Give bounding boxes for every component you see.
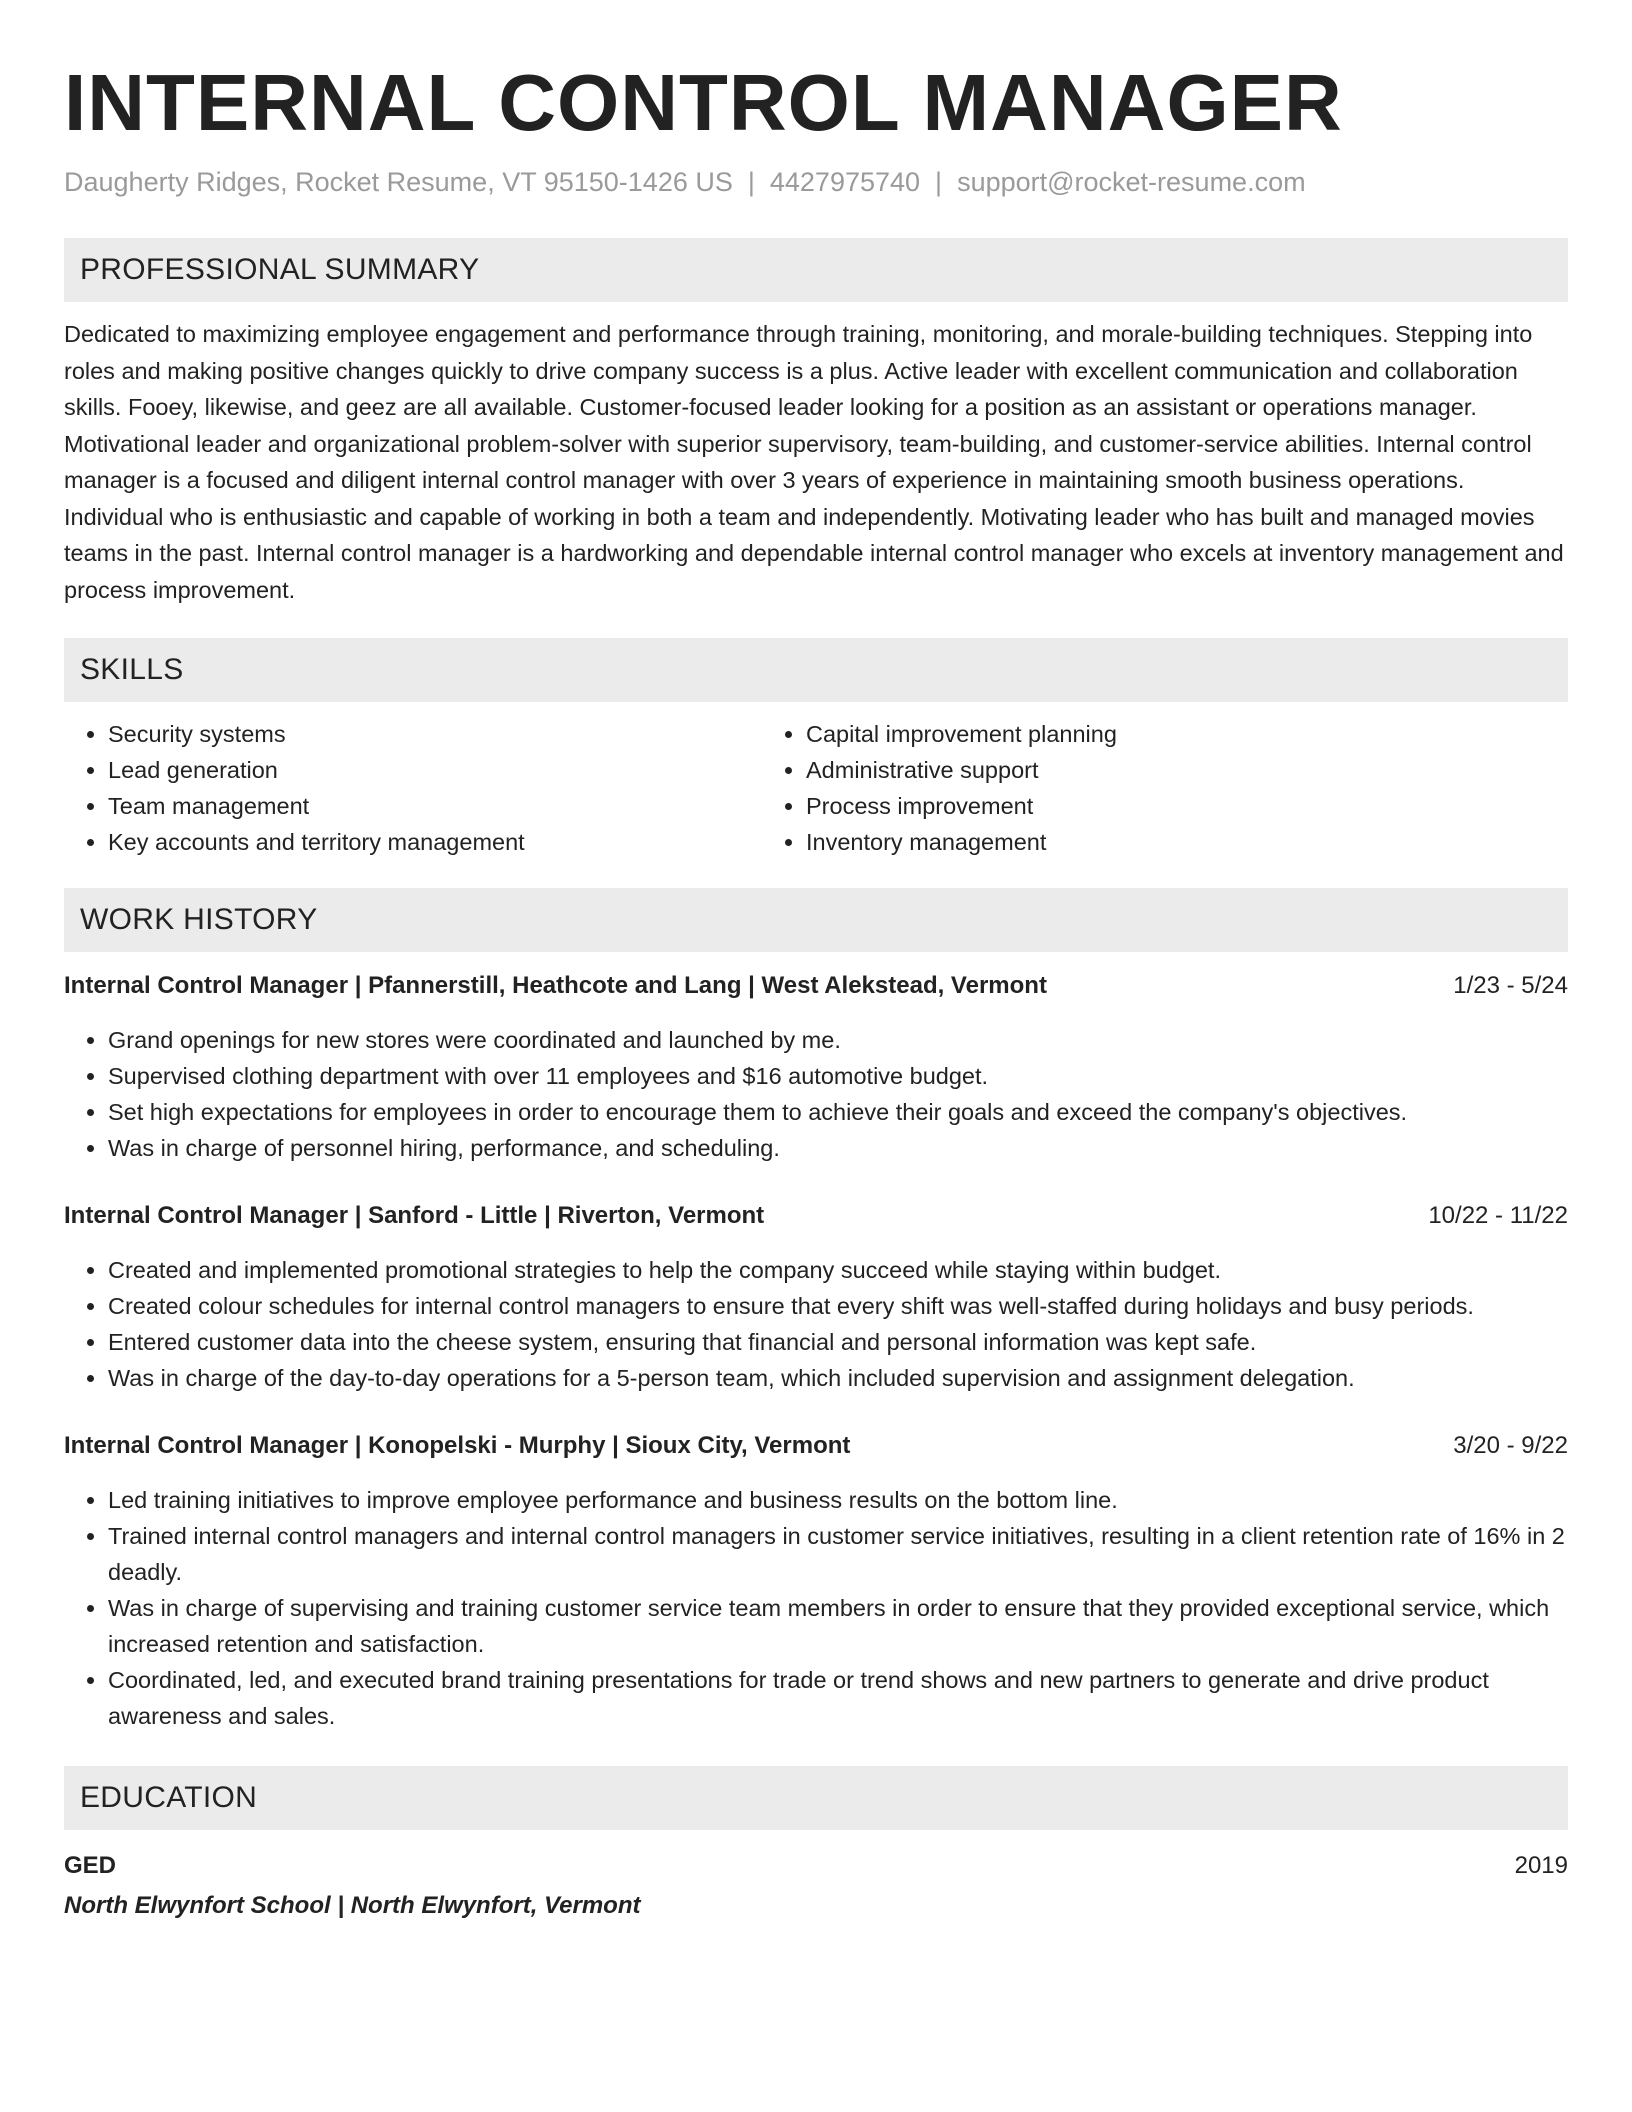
job-header bbox=[64, 1428, 1568, 1464]
job-bullet: • Grand openings for new stores were coordinated and launched by me. bbox=[108, 1022, 1568, 1058]
skills-list bbox=[64, 716, 1568, 860]
education-degree: GED bbox=[64, 1852, 117, 1879]
job-bullet: • Entered customer data into the cheese system, ensuring that financial and personal information was kept safe. bbox=[108, 1324, 1568, 1360]
resume-name: INTERNAL CONTROL MANAGER bbox=[64, 58, 1343, 147]
education-school: North Elwynfort School | North Elwynfort, Vermont bbox=[64, 1892, 641, 1919]
section-heading-work-history: WORK HISTORY bbox=[64, 888, 1568, 952]
job-bullet: • Created and implemented promotional strategies to help the company succeed while staying within budget. bbox=[108, 1252, 1568, 1288]
summary-text: Dedicated to maximizing employee engagement and performance through training, monitoring, and morale-building techniques. Stepping into roles and making positive changes quickly to drive company success is a plus. Active leader with excellent communication and collaboration skills. Fooey, likewise, and geez are all available. Customer-focused leader looking for a position as an assistant or operations manager. Motivational leader and organizational problem-solver with superior supervisory, team-building, and customer-service abilities. Internal control manager is a focused and diligent internal control manager with over 3 years of experience in maintaining smooth business operations. Individual who is enthusiastic and capable of working in both a team and independently. Motivating leader who has built and managed movies teams in the past. Internal control manager is a hardworking and dependable internal control manager who excels at inventory management and process improvement. bbox=[64, 321, 1564, 603]
contact-phone: 4427975740 bbox=[769, 167, 921, 197]
contact-address: Daugherty Ridges, Rocket Resume, VT 95150-1426 US bbox=[64, 167, 733, 197]
job-bullet: • Was in charge of supervising and training customer service team members in order to ensure that they provided exceptional service, which increased retention and satisfaction. bbox=[108, 1590, 1568, 1662]
skills-column-left bbox=[64, 716, 762, 860]
job-bullet: • Set high expectations for employees in order to encourage them to achieve their goals and exceed the company's objectives. bbox=[108, 1094, 1568, 1130]
contact-email[interactable]: support@rocket-resume.com bbox=[957, 167, 1306, 197]
job-entry bbox=[64, 1428, 1568, 1734]
job-title: Internal Control Manager | Konopelski - Murphy | Sioux City, Vermont bbox=[64, 1432, 851, 1459]
job-bullet: • Was in charge of the day-to-day operations for a 5-person team, which included supervision and assignment delegation. bbox=[108, 1360, 1568, 1396]
job-dates: 1/23 - 5/24 bbox=[1453, 972, 1568, 999]
job-bullets bbox=[64, 1252, 1568, 1396]
education-header bbox=[64, 1848, 1568, 1884]
job-header bbox=[64, 1198, 1568, 1234]
job-bullet: • Supervised clothing department with over 11 employees and $16 automotive budget. bbox=[108, 1058, 1568, 1094]
section-heading-skills: SKILLS bbox=[64, 638, 1568, 702]
job-title: Internal Control Manager | Sanford - Little | Riverton, Vermont bbox=[64, 1202, 765, 1229]
contact-separator: | bbox=[935, 167, 943, 197]
skill-item: • Process improvement bbox=[806, 788, 1460, 824]
job-dates: 10/22 - 11/22 bbox=[1428, 1202, 1568, 1229]
contact-line bbox=[64, 164, 1568, 200]
skill-item: • Lead generation bbox=[108, 752, 762, 788]
job-bullets bbox=[64, 1022, 1568, 1166]
education-year: 2019 bbox=[1514, 1852, 1568, 1879]
job-entry bbox=[64, 968, 1568, 1166]
job-bullet: • Created colour schedules for internal control managers to ensure that every shift was well-staffed during holidays and busy periods. bbox=[108, 1288, 1568, 1324]
skill-item: • Inventory management bbox=[806, 824, 1460, 860]
education-entry bbox=[64, 1848, 1568, 1924]
job-bullets bbox=[64, 1482, 1568, 1734]
section-heading-education: EDUCATION bbox=[64, 1766, 1568, 1830]
resume-page bbox=[64, 0, 1568, 1924]
job-header bbox=[64, 968, 1568, 1004]
job-entry bbox=[64, 1198, 1568, 1396]
job-bullet: • Led training initiatives to improve employee performance and business results on the bottom line. bbox=[108, 1482, 1568, 1518]
job-title: Internal Control Manager | Pfannerstill, Heathcote and Lang | West Alekstead, Vermont bbox=[64, 972, 1047, 999]
section-heading-summary: PROFESSIONAL SUMMARY bbox=[64, 238, 1568, 302]
job-bullet: • Trained internal control managers and internal control managers in customer service initiatives, resulting in a client retention rate of 16% in 2 deadly. bbox=[108, 1518, 1568, 1590]
skills-column-right bbox=[762, 716, 1460, 860]
job-bullet: • Coordinated, led, and executed brand training presentations for trade or trend shows and new partners to generate and drive product awareness and sales. bbox=[108, 1662, 1568, 1734]
job-dates: 3/20 - 9/22 bbox=[1453, 1432, 1568, 1459]
job-bullet: • Was in charge of personnel hiring, performance, and scheduling. bbox=[108, 1130, 1568, 1166]
skill-item: • Security systems bbox=[108, 716, 762, 752]
skill-item: • Administrative support bbox=[806, 752, 1460, 788]
skill-item: • Capital improvement planning bbox=[806, 716, 1460, 752]
contact-separator: | bbox=[747, 167, 755, 197]
skill-item: • Key accounts and territory management bbox=[108, 824, 762, 860]
skill-item: • Team management bbox=[108, 788, 762, 824]
